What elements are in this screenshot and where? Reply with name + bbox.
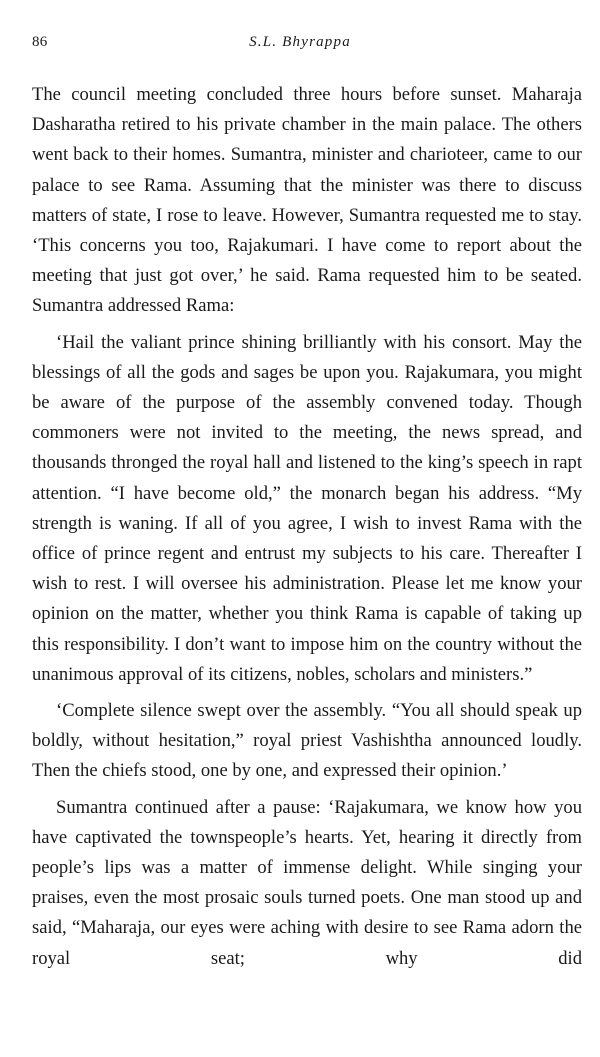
page-number: 86 xyxy=(32,34,48,50)
running-head-author: S.L. Bhyrappa xyxy=(249,34,351,50)
paragraph: The council meeting concluded three hours before sunset. Maharaja Dasharatha retired to his private chamber in the main palace. The others went back to their homes. Sumantra, minister and charioteer, came to our palace to see Rama. Assuming that the minister was there to discuss matters of state, I rose to leave. However, Sumantra requested me to stay. ‘This concerns you too, Rajakumari. I have come to report about the meeting that just got over,’ he said. Rama requested him to be seated. Sumantra addressed Rama: xyxy=(32,84,582,317)
page-header xyxy=(32,34,568,58)
paragraph: ‘Hail the valiant prince shining brilliantly with his consort. May the blessings of all the gods and sages be upon you. Rajakumara, you might be aware of the purpose of the assembly convened today. Though commoners were not invited to the meeting, the news spread, and thousands thronged the royal hall and listened to the king’s speech in rapt attention. “I have become old,” the monarch began his address. “My strength is waning. If all of you agree, I wish to invest Rama with the office of prince regent and entrust my subjects to his care. Thereafter I wish to rest. I will oversee his administration. Please let me know your opinion on the matter, whether you think Rama is capable of taking up this responsibility. I don’t want to impose him on the country without the unanimous approval of its citizens, nobles, scholars and ministers.” xyxy=(32,331,582,685)
paragraph: Sumantra continued after a pause: ‘Rajakumara, we know how you have captivated the townspeople’s hearts. Yet, hearing it directly from people’s lips was a matter of immense delight. While singing your praises, even the most prosaic souls turned poets. One man stood up and said, “Maharaja, our eyes were aching with desire to see Rama adorn the royal seat; why did xyxy=(32,796,582,969)
body-text xyxy=(32,80,582,974)
paragraph: ‘Complete silence swept over the assembly. “You all should speak up boldly, without hesitation,” royal priest Vashishtha announced loudly. Then the chiefs stood, one by one, and expressed their opinion.’ xyxy=(32,700,582,782)
